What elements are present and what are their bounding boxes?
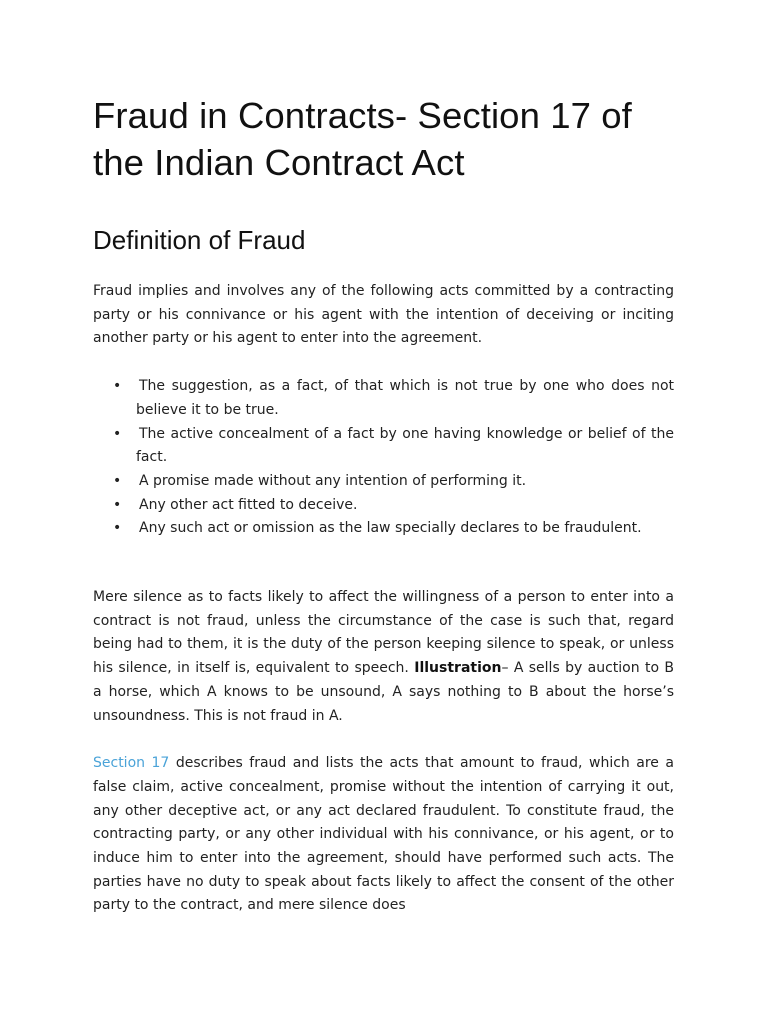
list-item: • A promise made without any intention of performing it. (93, 470, 674, 494)
section-17-paragraph: Section 17 describes fraud and lists the acts that amount to fraud, which are a false claim, active concealment, promise without the intention of carrying it out, any other deceptive act, or any act declared fraudulent. To constitute fraud, the contracting party, or any other individual with his connivance, or his agent, or to induce him to enter into the agreement, should have performed such acts. The parties have no duty to speak about facts likely to affect the consent of the other party to the contract, and mere silence does (93, 755, 674, 914)
silence-paragraph: Mere silence as to facts likely to affect the willingness of a person to enter into a contract is not fraud, unless the circumstance of the case is such that, regard being had to them, it is the duty of the person keeping silence to speak, or unless his silence, in itself is, equivalent to speech. Illustration– A sells by auction to B a horse, which A knows to be unsound, A says nothing to B about the horse’s unsoundness. This is not fraud in A. (93, 589, 674, 724)
section-17-link[interactable]: Section 17 (93, 755, 170, 772)
bullet-icon: • (113, 378, 122, 395)
intro-paragraph: Fraud implies and involves any of the following acts committed by a contracting party or his connivance or his agent with the intention of deceiving or inciting another party or his agent to enter into the agreement. (93, 283, 674, 347)
bullet-icon: • (113, 520, 122, 537)
bullet-icon: • (113, 425, 122, 442)
fraud-acts-list (93, 375, 674, 541)
section-heading: Definition of Fraud (93, 225, 306, 255)
list-item: • Any such act or omission as the law specially declares to be fraudulent. (93, 517, 674, 541)
bullet-icon: • (113, 472, 122, 489)
illustration-label: Illustration (414, 660, 502, 677)
page-title: Fraud in Contracts- Section 17 of the Indian Contract Act (93, 95, 632, 183)
bullet-icon: • (113, 496, 122, 513)
document-page (93, 92, 674, 918)
list-item: • Any other act fitted to deceive. (93, 494, 674, 518)
list-item: • The suggestion, as a fact, of that which is not true by one who does not believe it to be true. (93, 375, 674, 422)
list-item: • The active concealment of a fact by one having knowledge or belief of the fact. (93, 423, 674, 470)
